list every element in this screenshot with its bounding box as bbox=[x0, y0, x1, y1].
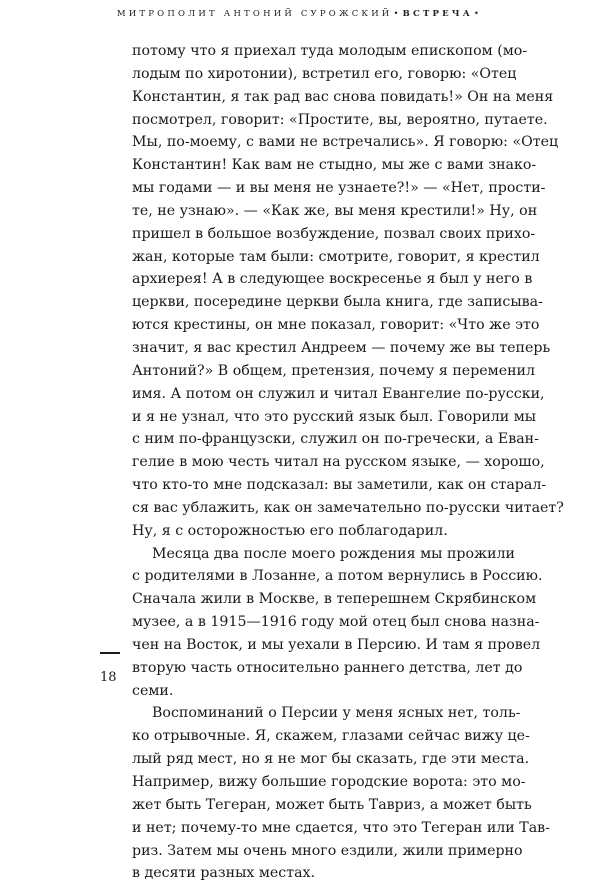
text-line: Месяца два после моего рождения мы прожили bbox=[152, 545, 515, 562]
running-head-end-mark: • bbox=[473, 9, 483, 19]
text-line: Мы, по-моему, с вами не встречались». Я говорю: «Отец bbox=[132, 134, 559, 151]
text-line: значит, я вас крестил Андреем — почему же вы теперь bbox=[132, 339, 551, 356]
text-line: жет быть Тегеран, может быть Тавриз, а может быть bbox=[132, 796, 532, 813]
text-line: ются крестины, он мне показал, говорит: «Что же это bbox=[132, 317, 540, 334]
text-line: мы годами — и вы меня не узнаете?!» — «Нет, прости- bbox=[132, 180, 546, 197]
text-line: архиерея! А в следующее воскресенье я был у него в bbox=[132, 271, 533, 288]
text-line: Константин, я так рад вас снова повидать!» Он на меня bbox=[132, 88, 554, 105]
text-line: Антоний?» В общем, претензия, почему я переменил bbox=[132, 362, 536, 379]
text-line: и я не узнал, что это русский язык был. Говорили мы bbox=[132, 408, 537, 425]
page-number: 18 bbox=[100, 670, 117, 685]
text-line: риз. Затем мы очень много ездили, жили примерно bbox=[132, 842, 523, 859]
text-line: с родителями в Лозанне, а потом вернулись в Россию. bbox=[132, 568, 543, 585]
text-line: посмотрел, говорит: «Простите, вы, вероятно, путаете. bbox=[132, 111, 548, 128]
running-head-author: МИТРОПОЛИТ АНТОНИЙ СУРОЖСКИЙ bbox=[116, 9, 393, 19]
text-line: вторую часть относительно раннего детства, лет до bbox=[132, 659, 523, 676]
text-line: церкви, посередине церкви была книга, где записыва- bbox=[132, 294, 543, 311]
text-line: пришел в большое возбуждение, позвал своих прихо- bbox=[132, 225, 536, 242]
text-line: и нет; почему-то мне сдается, что это Тегеран или Тав- bbox=[132, 819, 550, 836]
text-line: что кто-то мне подсказал: вы заметили, как он старал- bbox=[132, 477, 547, 494]
folio-rule bbox=[100, 652, 120, 654]
text-line: лый ряд мест, но я не мог бы сказать, где эти места. bbox=[132, 751, 530, 768]
text-line: Ну, я с осторожностью его поблагодарил. bbox=[132, 522, 448, 539]
text-line: семи. bbox=[132, 682, 174, 699]
text-line: жан, которые там были: смотрите, говорит, я крестил bbox=[132, 248, 540, 265]
text-line: с ним по-французски, служил он по-гречески, а Еван- bbox=[132, 431, 539, 448]
text-line: Воспоминаний о Персии у меня ясных нет, толь- bbox=[152, 705, 521, 722]
text-line: Константин! Как вам не стыдно, мы же с вами знако- bbox=[132, 157, 537, 174]
text-line: ся вас ублажить, как он замечательно по-русски читает? bbox=[132, 499, 564, 516]
text-line: чен на Восток, и мы уехали в Персию. И там я провел bbox=[132, 636, 541, 653]
running-head-title: ВСТРЕЧА bbox=[402, 9, 473, 19]
text-line: ко отрывочные. Я, скажем, глазами сейчас вижу це- bbox=[132, 728, 530, 745]
text-line: музее, а в 1915—1916 году мой отец был снова назна- bbox=[132, 614, 540, 631]
text-line: Сначала жили в Москве, в теперешнем Скрябинском bbox=[132, 591, 537, 608]
running-head bbox=[0, 9, 600, 19]
text-line: те, не узнаю». — «Как же, вы меня крестили!» Ну, он bbox=[132, 202, 538, 219]
text-line: потому что я приехал туда молодым епископом (мо- bbox=[132, 43, 528, 59]
text-line: имя. А потом он служил и читал Евангелие по-русски, bbox=[132, 385, 545, 402]
text-line: гелие в мою честь читал на русском языке, — хорошо, bbox=[132, 454, 545, 471]
running-head-separator: • bbox=[393, 9, 402, 19]
body-text bbox=[132, 40, 564, 885]
text-line: в десяти разных местах. bbox=[132, 865, 316, 882]
text-line: Например, вижу большие городские ворота: это мо- bbox=[132, 774, 526, 790]
text-line: лодым по хиротонии), встретил его, говорю: «Отец bbox=[132, 65, 517, 82]
